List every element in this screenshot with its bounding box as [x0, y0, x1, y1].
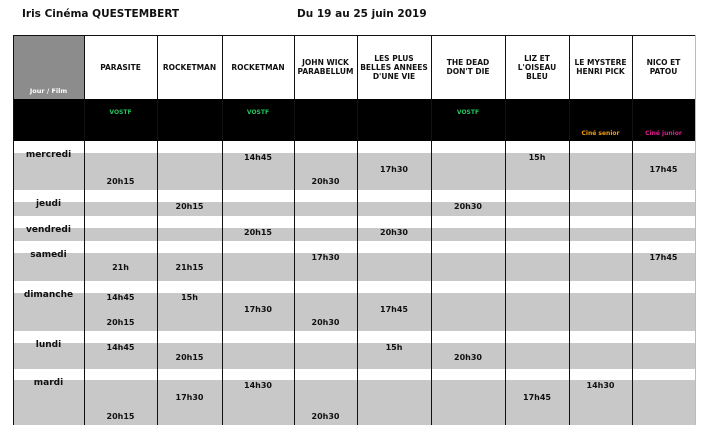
row-gray	[13, 228, 695, 241]
day-label: jeudi	[35, 199, 62, 209]
film-header: LIZ ET L'OISEAU BLEU	[517, 53, 557, 81]
showtime: 14h30	[586, 381, 615, 390]
row-white	[13, 369, 695, 380]
showtime: 20h30	[454, 353, 482, 362]
film-header: LE MYSTERE HENRI PICK	[574, 58, 627, 76]
showtime: 21h15	[175, 263, 204, 272]
showtime: 17h45	[649, 165, 678, 174]
showtime: 15h	[528, 153, 546, 162]
showtime: 17h30	[244, 305, 272, 314]
showtime: 15h	[181, 293, 198, 302]
day-label: dimanche	[23, 290, 74, 300]
grid-hline	[13, 35, 695, 36]
row-white	[13, 190, 695, 202]
grid-vline	[222, 35, 223, 425]
showtime: 20h30	[311, 177, 340, 186]
showtime: 14h45	[244, 153, 272, 162]
film-tag: VOSTF	[456, 109, 480, 116]
showtime: 17h30	[380, 165, 408, 174]
day-label: mercredi	[25, 150, 72, 160]
corner-label: Jour / Film	[29, 87, 68, 95]
film-header: PARASITE	[100, 62, 141, 72]
film-tag: Ciné senior	[581, 130, 620, 137]
cinema-title: Iris Cinéma QUESTEMBERT	[22, 8, 180, 20]
showtime: 20h30	[454, 202, 482, 211]
showtime: 20h15	[106, 318, 135, 327]
row-white	[13, 141, 695, 153]
showtime: 15h	[385, 343, 403, 352]
film-header: THE DEAD DON'T DIE	[446, 58, 490, 76]
film-tag: VOSTF	[109, 109, 132, 116]
showtime: 14h45	[106, 343, 135, 352]
row-white	[13, 241, 695, 253]
row-white	[13, 281, 695, 293]
date-range: Du 19 au 25 juin 2019	[297, 8, 427, 20]
showtime: 20h15	[175, 353, 204, 362]
showtime: 20h30	[311, 318, 340, 327]
grid-vline	[695, 35, 696, 425]
day-label: samedi	[30, 250, 67, 260]
film-header: LES PLUS BELLES ANNEES D'UNE VIE	[360, 53, 428, 81]
grid-vline	[157, 35, 158, 425]
film-header: NICO ET PATOU	[646, 58, 681, 76]
showtime: 17h45	[380, 305, 408, 314]
day-label: lundi	[35, 340, 62, 350]
showtime: 17h30	[311, 253, 340, 262]
film-tag: Ciné junior	[645, 130, 682, 137]
showtime: 21h	[112, 263, 129, 272]
film-header: ROCKETMAN	[231, 62, 285, 72]
film-tag: VOSTF	[246, 109, 270, 116]
day-label: vendredi	[26, 225, 71, 235]
showtime: 20h15	[106, 177, 135, 186]
film-header: ROCKETMAN	[162, 62, 217, 72]
showtime: 20h15	[175, 202, 204, 211]
showtime: 20h15	[106, 412, 135, 421]
grid-vline	[294, 35, 295, 425]
day-label: mardi	[33, 378, 64, 388]
grid-vline	[84, 35, 85, 425]
showtime: 14h30	[244, 381, 272, 390]
row-white	[13, 331, 695, 343]
grid-vline	[505, 35, 506, 425]
showtime: 20h30	[311, 412, 340, 421]
showtime: 20h30	[380, 228, 408, 237]
showtime: 14h45	[106, 293, 135, 302]
grid-vline	[632, 35, 633, 425]
film-header: JOHN WICK PARABELLUM	[297, 58, 354, 76]
grid-vline	[569, 35, 570, 425]
row-white	[13, 216, 695, 228]
grid-vline	[13, 35, 14, 425]
showtime: 17h45	[649, 253, 678, 262]
showtime: 17h45	[523, 393, 551, 402]
showtime: 17h30	[175, 393, 204, 402]
grid-vline	[357, 35, 358, 425]
showtime: 20h15	[244, 228, 272, 237]
row-gray	[13, 202, 695, 216]
grid-vline	[431, 35, 432, 425]
